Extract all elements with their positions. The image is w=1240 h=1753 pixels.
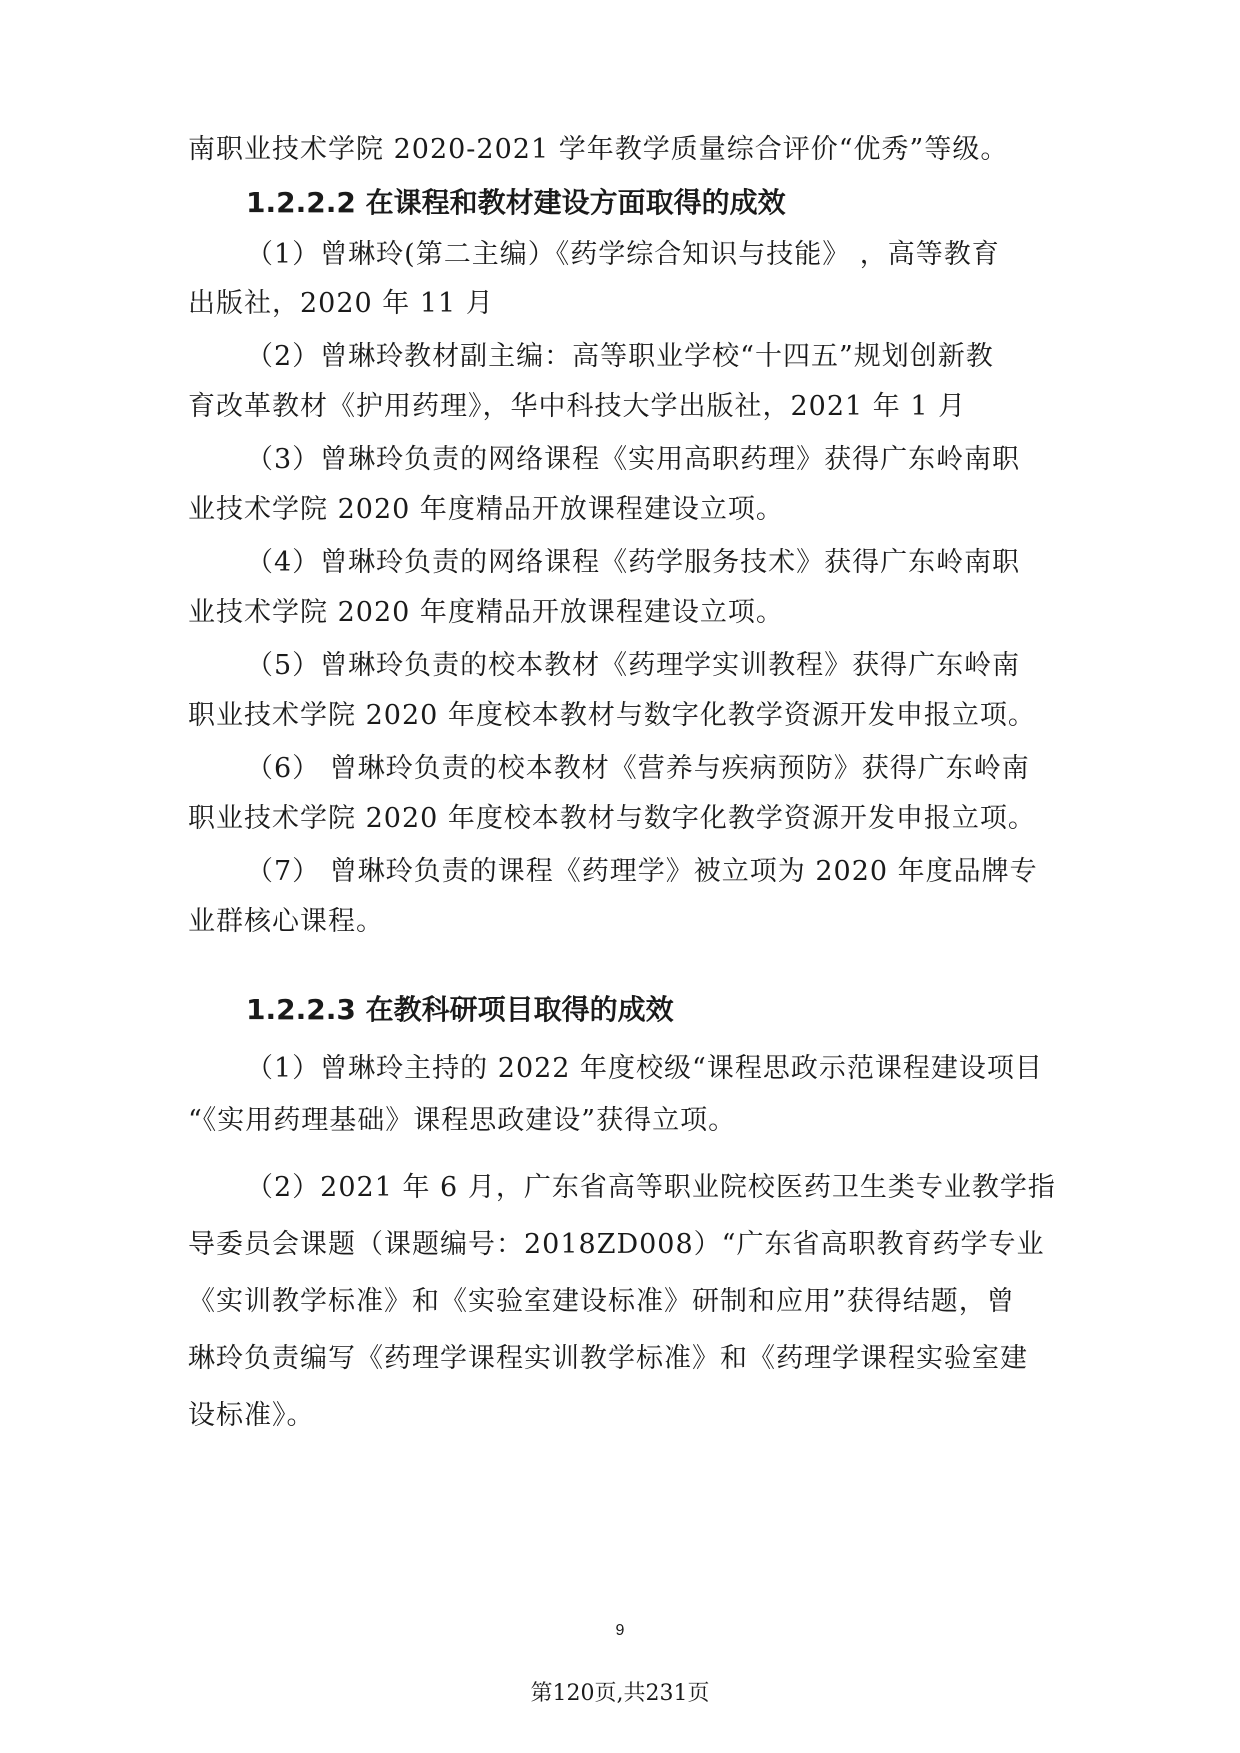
section-heading: 1.2.2.3 在教科研项目取得的成效: [246, 993, 674, 1026]
paragraph-line: （6） 曾琳玲负责的校本教材《营养与疾病预防》获得广东岭南: [246, 753, 1030, 784]
paragraph-line: （7） 曾琳玲负责的课程《药理学》被立项为 2020 年度品牌专: [246, 856, 1038, 887]
paragraph-line: 琳玲负责编写《药理学课程实训教学标准》和《药理学课程实验室建: [188, 1343, 1028, 1374]
paragraph-line: （1）曾琳玲主持的 2022 年度校级“课程思政示范课程建设项目: [246, 1053, 1043, 1084]
paragraph-line: 职业技术学院 2020 年度校本教材与数字化教学资源开发申报立项。: [188, 803, 1036, 834]
paragraph-line: 业群核心课程。: [188, 906, 384, 937]
paragraph-line: （5）曾琳玲负责的校本教材《药理学实训教程》获得广东岭南: [246, 650, 1021, 681]
paragraph-line: 南职业技术学院 2020-2021 学年教学质量综合评价“优秀”等级。: [188, 134, 1009, 165]
paragraph-line: （2）2021 年 6 月，广东省高等职业院校医药卫生类专业教学指: [246, 1172, 1056, 1203]
paragraph-line: 《实训教学标准》和《实验室建设标准》研制和应用”获得结题，曾: [188, 1286, 1015, 1317]
paragraph-line: 出版社，2020 年 11 月: [188, 288, 494, 319]
paragraph-line: 育改革教材《护用药理》，华中科技大学出版社，2021 年 1 月: [188, 391, 967, 422]
paragraph-line: 业技术学院 2020 年度精品开放课程建设立项。: [188, 494, 784, 525]
section-heading: 1.2.2.2 在课程和教材建设方面取得的成效: [246, 186, 786, 219]
paragraph-line: “《实用药理基础》课程思政建设”获得立项。: [188, 1105, 737, 1136]
paragraph-line: 业技术学院 2020 年度精品开放课程建设立项。: [188, 597, 784, 628]
paragraph-line: （1）曾琳玲(第二主编）《药学综合知识与技能》 ，高等教育: [246, 239, 1000, 270]
page-footer: 第120页,共231页: [530, 1681, 710, 1706]
paragraph-line: 导委员会课题（课题编号：2018ZD008）“广东省高职教育药学专业: [188, 1229, 1045, 1260]
page-number: 9: [615, 1622, 625, 1639]
paragraph-line: （3）曾琳玲负责的网络课程《实用高职药理》获得广东岭南职: [246, 444, 1021, 475]
paragraph-line: （4）曾琳玲负责的网络课程《药学服务技术》获得广东岭南职: [246, 547, 1021, 578]
paragraph-line: 职业技术学院 2020 年度校本教材与数字化教学资源开发申报立项。: [188, 700, 1036, 731]
paragraph-line: 设标准》。: [188, 1400, 315, 1431]
paragraph-line: （2）曾琳玲教材副主编：高等职业学校“十四五”规划创新教: [246, 341, 994, 372]
